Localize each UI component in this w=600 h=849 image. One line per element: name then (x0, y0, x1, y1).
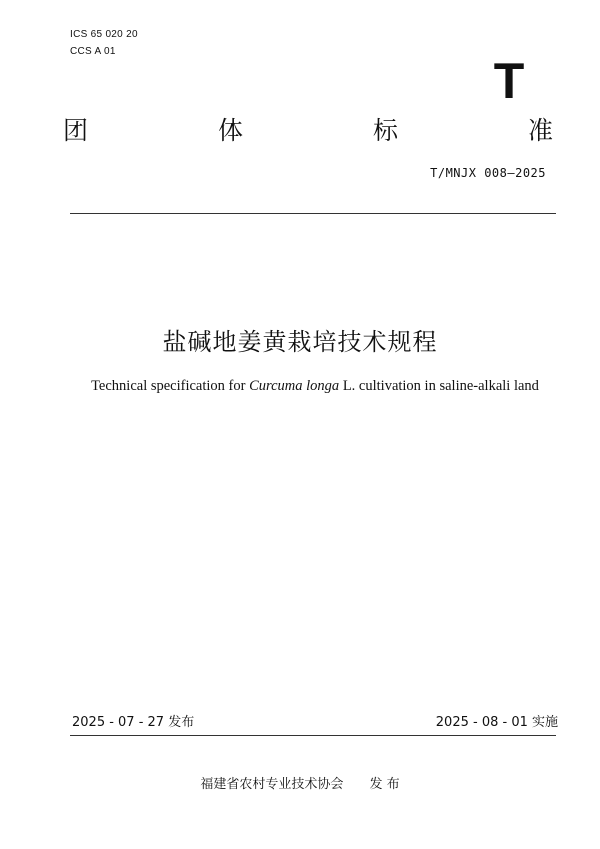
title-english-suffix: L. cultivation in saline-alkali land (339, 378, 539, 394)
standard-category-letter: T (493, 53, 525, 109)
ics-code: ICS 65 020 20 (70, 29, 138, 40)
publish-action: 发 布 (369, 777, 400, 792)
document-type-char: 标 (372, 116, 398, 145)
issue-date: 2025 - 07 - 27 发布 (72, 715, 195, 730)
publisher-line (0, 776, 600, 794)
header-divider (70, 213, 556, 214)
title-english-species: Curcuma longa (249, 378, 340, 394)
title-english-prefix: Technical specification for (91, 378, 250, 394)
document-type-char: 准 (527, 116, 553, 145)
standard-number: T/MNJX 008—2025 (430, 166, 546, 180)
title-chinese: 盐碱地姜黄栽培技术规程 (162, 328, 438, 356)
ccs-code: CCS A 01 (70, 46, 116, 57)
document-type-char: 体 (217, 116, 243, 145)
document-type-char: 团 (63, 116, 89, 145)
footer-divider (70, 735, 556, 736)
title-english (0, 376, 600, 396)
document-type (63, 114, 553, 148)
implementation-date: 2025 - 08 - 01 实施 (435, 715, 558, 730)
publisher-name: 福建省农村专业技术协会 (200, 777, 344, 792)
